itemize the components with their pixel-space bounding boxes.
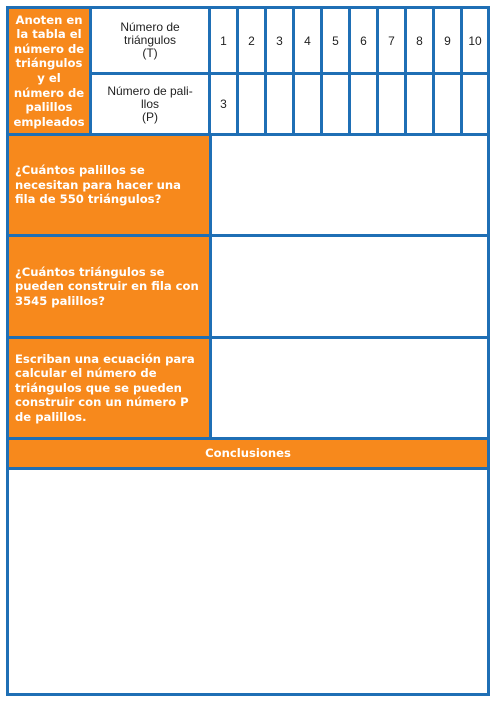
t-value: 8	[416, 33, 423, 48]
p-value: 3	[220, 97, 227, 111]
table-intro-text: Anoten en la tabla el número de triángulos y el número de palillos empleados	[13, 12, 85, 129]
t-value-cell	[239, 9, 264, 72]
row-label-p-line3: (P)	[142, 109, 158, 124]
question-3	[9, 339, 209, 437]
t-value: 7	[388, 33, 395, 48]
table-intro	[9, 9, 89, 133]
row-label-t-line3: (T)	[142, 46, 158, 60]
conclusions-title: Conclusiones	[205, 446, 291, 461]
t-value: 2	[248, 33, 255, 48]
t-value: 3	[276, 33, 283, 48]
p-value-cell[interactable]	[463, 75, 487, 133]
t-value: 1	[220, 33, 227, 48]
p-value-cell[interactable]	[295, 75, 320, 133]
t-value: 9	[444, 33, 451, 48]
t-value-cell	[211, 9, 236, 72]
p-value-cell[interactable]	[351, 75, 376, 133]
t-value-cell	[463, 9, 487, 72]
t-value-cell	[407, 9, 432, 72]
t-value-cell	[351, 9, 376, 72]
conclusions-header	[9, 440, 487, 467]
t-value: 5	[332, 33, 339, 48]
t-value: 4	[304, 33, 311, 48]
t-value: 6	[360, 33, 367, 48]
p-value-cell[interactable]	[239, 75, 264, 133]
question-2	[9, 237, 209, 336]
t-value-cell	[323, 9, 348, 72]
worksheet-frame	[6, 6, 490, 696]
p-value-cell[interactable]	[379, 75, 404, 133]
row-label-t-line2: triángulos	[123, 33, 177, 47]
question-1	[9, 136, 209, 234]
p-value-cell[interactable]	[435, 75, 460, 133]
question-1-text: ¿Cuántos palillos se necesitan para hacer una fila de 550 triángulos?	[15, 163, 181, 207]
t-value-cell	[295, 9, 320, 72]
t-value-cell	[379, 9, 404, 72]
answer-2-field[interactable]	[212, 237, 487, 336]
row-label-p-line2: llos	[140, 96, 159, 111]
p-value-cell[interactable]	[211, 75, 236, 133]
row-label-t-line1: Número de	[120, 20, 180, 34]
p-value-cell[interactable]	[407, 75, 432, 133]
p-value-cell[interactable]	[267, 75, 292, 133]
answer-3-field[interactable]	[212, 339, 487, 437]
question-3-text: Escriban una ecuación para calcular el número de triángulos que se pueden construir con un número P de palillos.	[15, 351, 195, 424]
p-value-cell[interactable]	[323, 75, 348, 133]
row-label-sticks	[92, 75, 208, 133]
t-value: 10	[468, 33, 482, 48]
answer-1-field[interactable]	[212, 136, 487, 234]
row-label-triangles	[92, 9, 208, 72]
conclusions-field[interactable]	[9, 470, 487, 693]
t-value-cell	[435, 9, 460, 72]
question-2-text: ¿Cuántos triángulos se pueden construir en fila con 3545 palillos?	[15, 264, 199, 308]
t-value-cell	[267, 9, 292, 72]
row-label-p-line1: Número de pali-	[107, 83, 193, 98]
